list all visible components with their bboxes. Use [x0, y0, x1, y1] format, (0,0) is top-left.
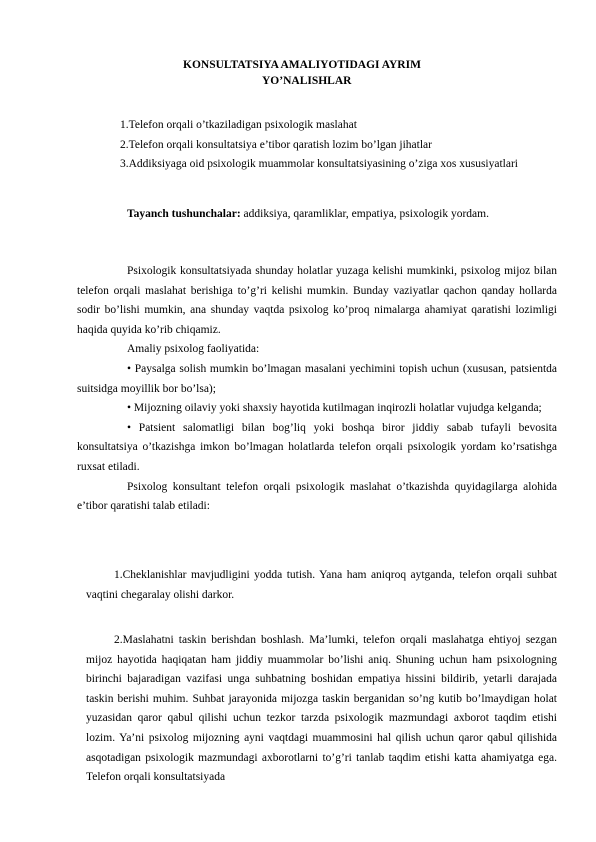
- bullet-item: • Patsient salomatligi bilan bog’liq yoki boshqa biror jiddiy sabab tufayli bevosita konsultatsiya o’tkazishga imkon bo’lmagan holatlarda telefon orqali psixologik yordam ko’rsatishga ruxsat etiladi.: [77, 421, 557, 473]
- key-concepts: [77, 205, 557, 225]
- topic-item: 1.Telefon orqali o’tkaziladigan psixologik maslahat: [120, 119, 357, 131]
- numbered-item-1: [86, 566, 557, 605]
- bullet-item: • Mijozning oilaviy yoki shaxsiy hayotida kutilmagan inqirozli holatlar vujudga kelganda;: [127, 402, 542, 415]
- numbered-paragraph: 2.Maslahatni taskin berishdan boshlash. Ma’lumki, telefon orqali maslahatga ehtiyoj sezgan mijoz hayotida haqiqatan ham jiddiy muammolar bo’lishi aniq. Shuning uchun ham psixologning birinchi bajaradigan vazifasi unga suhbatning boshidan empatiya hissini bildirib, yetarli darajada taskin berishi muhim. Suhbat jarayonida mijozga taskin berganidan so’ng kutib bo’lmaydigan holat yuzasidan qaror qabul qilishi uchun tezkor tarzda psixologik mazmundagi axborot taqdim etishi lozim. Ya’ni psixolog mijozning ayni vaqtdagi muammosini hal qilish uchun qaror qabul qilishida asqotadigan psixologik mazmundagi axborotlarni to’g’ri tanlab taqdim etishi katta ahamiyatga ega. Telefon orqali konsultatsiyada: [86, 634, 557, 784]
- paragraph: Psixolog konsultant telefon orqali psixologik maslahat o’tkazishda quyidagilarga alohida e’tibor qaratishi talab etiladi:: [77, 480, 557, 513]
- page-title: [0, 57, 596, 89]
- paragraph: Amaliy psixolog faoliyatida:: [127, 343, 260, 356]
- topic-item: 2.Telefon orqali konsultatsiya e’tibor qaratish lozim bo’lgan jihatlar: [120, 138, 432, 151]
- body-text: [77, 262, 557, 517]
- title-line-1: KONSULTATSIYA AMALIYOTIDAGI AYRIM: [183, 59, 421, 71]
- key-concepts-text: addiksiya, qaramliklar, empatiya, psixologik yordam.: [240, 208, 489, 220]
- numbered-paragraph: 1.Cheklanishlar mavjudligini yodda tutish. Yana ham aniqroq aytganda, telefon orqali suhbat vaqtini chegaralay olishi darkor.: [86, 569, 557, 601]
- paragraph: Psixologik konsultatsiyada shunday holatlar yuzaga kelishi mumkinki, psixolog mijoz bilan telefon orqali maslahat berishiga to’g’ri kelishi mumkin. Bunday vaziyatlar qachon qanday hollarda sodir bo’lishi mumkin, ana shunday vaqtda psixolog ko’proq nimalarga ahamiyat qaratishi lozimligi haqida quyida ko’rib chiqamiz.: [77, 265, 557, 336]
- title-line-2: YO’NALISHLAR: [262, 75, 352, 87]
- key-concepts-label: Tayanch tushunchalar:: [127, 208, 241, 220]
- topic-list: [77, 116, 557, 175]
- bullet-item: • Paysalga solish mumkin bo’lmagan masalani yechimini topish uchun (xususan, patsientda suitsidga moyillik bor bo’lsa);: [77, 362, 557, 395]
- topic-item: 3.Addiksiyaga oid psixologik muammolar konsultatsiyasining o’ziga xos xususiyatlari: [120, 158, 518, 170]
- numbered-item-2: [86, 631, 557, 788]
